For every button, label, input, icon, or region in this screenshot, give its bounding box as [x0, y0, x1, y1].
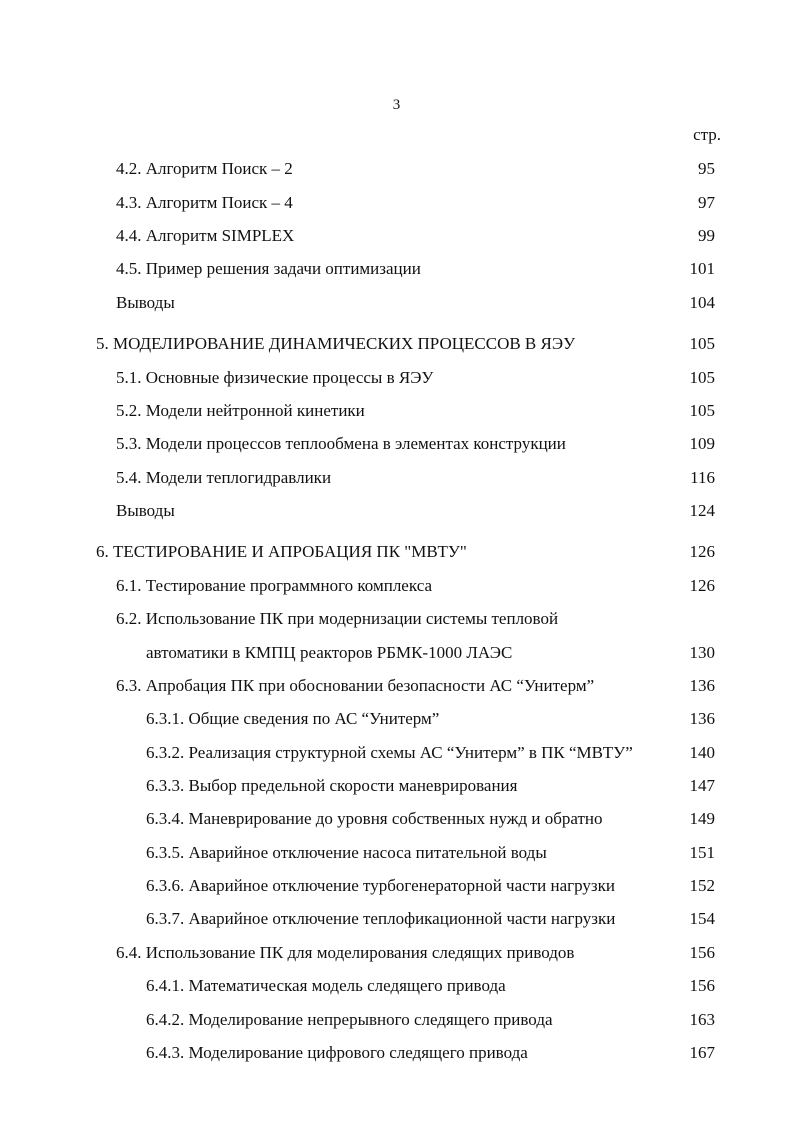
entry-page: 126	[689, 542, 715, 561]
entry-page: 147	[689, 776, 715, 795]
entry-title: 6.3.7. Аварийное отключение теплофикационной части нагрузки	[146, 909, 616, 928]
entry-title: 5.2. Модели нейтронной кинетики	[116, 401, 365, 420]
entry-page: 167	[689, 1043, 715, 1062]
entry-page: 95	[698, 159, 715, 178]
entry-title: Выводы	[116, 293, 175, 312]
entry-page: 149	[689, 809, 715, 828]
entry-page: 156	[689, 943, 715, 962]
entry-page: 154	[689, 909, 715, 928]
entry-title: 6.3.1. Общие сведения по АС “Унитерм”	[146, 709, 440, 728]
entry-title: 6.3.5. Аварийное отключение насоса питательной воды	[146, 843, 547, 862]
pages-column-header: стр.	[693, 125, 721, 144]
entry-title: 6.4.2. Моделирование непрерывного следящего привода	[146, 1010, 553, 1029]
entry-title: 4.4. Алгоритм SIMPLEX	[116, 226, 295, 245]
entry-page: 130	[689, 643, 715, 662]
entry-title: 5.4. Модели теплогидравлики	[116, 468, 332, 487]
entry-page: 101	[689, 259, 715, 278]
entry-title: 5.3. Модели процессов теплообмена в элементах конструкции	[116, 434, 566, 453]
entry-page: 99	[698, 226, 715, 245]
entry-page: 152	[689, 876, 715, 895]
entry-title: 6.3.2. Реализация структурной схемы АС “Унитерм” в ПК “МВТУ”	[146, 743, 633, 762]
entry-page: 105	[689, 401, 715, 420]
entry-page: 116	[690, 468, 715, 487]
entry-title: 6.1. Тестирование программного комплекса	[116, 576, 432, 595]
entry-title: 4.5. Пример решения задачи оптимизации	[116, 259, 421, 278]
entry-title: 4.2. Алгоритм Поиск – 2	[116, 159, 293, 178]
entry-title: 6.3.6. Аварийное отключение турбогенераторной части нагрузки	[146, 876, 615, 895]
entry-page: 163	[689, 1010, 715, 1029]
entry-page: 104	[689, 293, 715, 312]
entry-title: 6.3. Апробация ПК при обосновании безопасности АС “Унитерм”	[116, 676, 595, 695]
entry-title: автоматики в КМПЦ реакторов РБМК-1000 ЛАЭС	[146, 643, 513, 662]
entry-page: 151	[689, 843, 715, 862]
entry-page: 126	[689, 576, 715, 595]
entry-page: 105	[689, 334, 715, 353]
entry-title: 5.1. Основные физические процессы в ЯЭУ	[116, 368, 434, 387]
entry-page: 136	[689, 709, 715, 728]
entry-page: 97	[698, 193, 715, 212]
entry-page: 105	[689, 368, 715, 387]
entry-title: 6. ТЕСТИРОВАНИЕ И АПРОБАЦИЯ ПК "МВТУ"	[96, 542, 467, 561]
entry-title: Выводы	[116, 501, 175, 520]
entry-title: 6.4.3. Моделирование цифрового следящего привода	[146, 1043, 528, 1062]
page-number: 3	[392, 97, 401, 113]
entry-page: 156	[689, 976, 715, 995]
entry-page: 124	[689, 501, 715, 520]
entry-title: 6.4.1. Математическая модель следящего привода	[146, 976, 506, 995]
entry-title: 6.3.3. Выбор предельной скорости маневрирования	[146, 776, 518, 795]
entry-title: 6.4. Использование ПК для моделирования следящих приводов	[116, 943, 575, 962]
entry-title: 6.2. Использование ПК при модернизации системы тепловой	[116, 609, 559, 628]
entry-title: 6.3.4. Маневрирование до уровня собственных нужд и обратно	[146, 809, 603, 828]
entry-page: 109	[689, 434, 715, 453]
entry-page: 136	[689, 676, 715, 695]
entry-title: 5. МОДЕЛИРОВАНИЕ ДИНАМИЧЕСКИХ ПРОЦЕССОВ В ЯЭУ	[96, 334, 576, 353]
entry-page: 140	[689, 743, 715, 762]
entry-title: 4.3. Алгоритм Поиск – 4	[116, 193, 293, 212]
